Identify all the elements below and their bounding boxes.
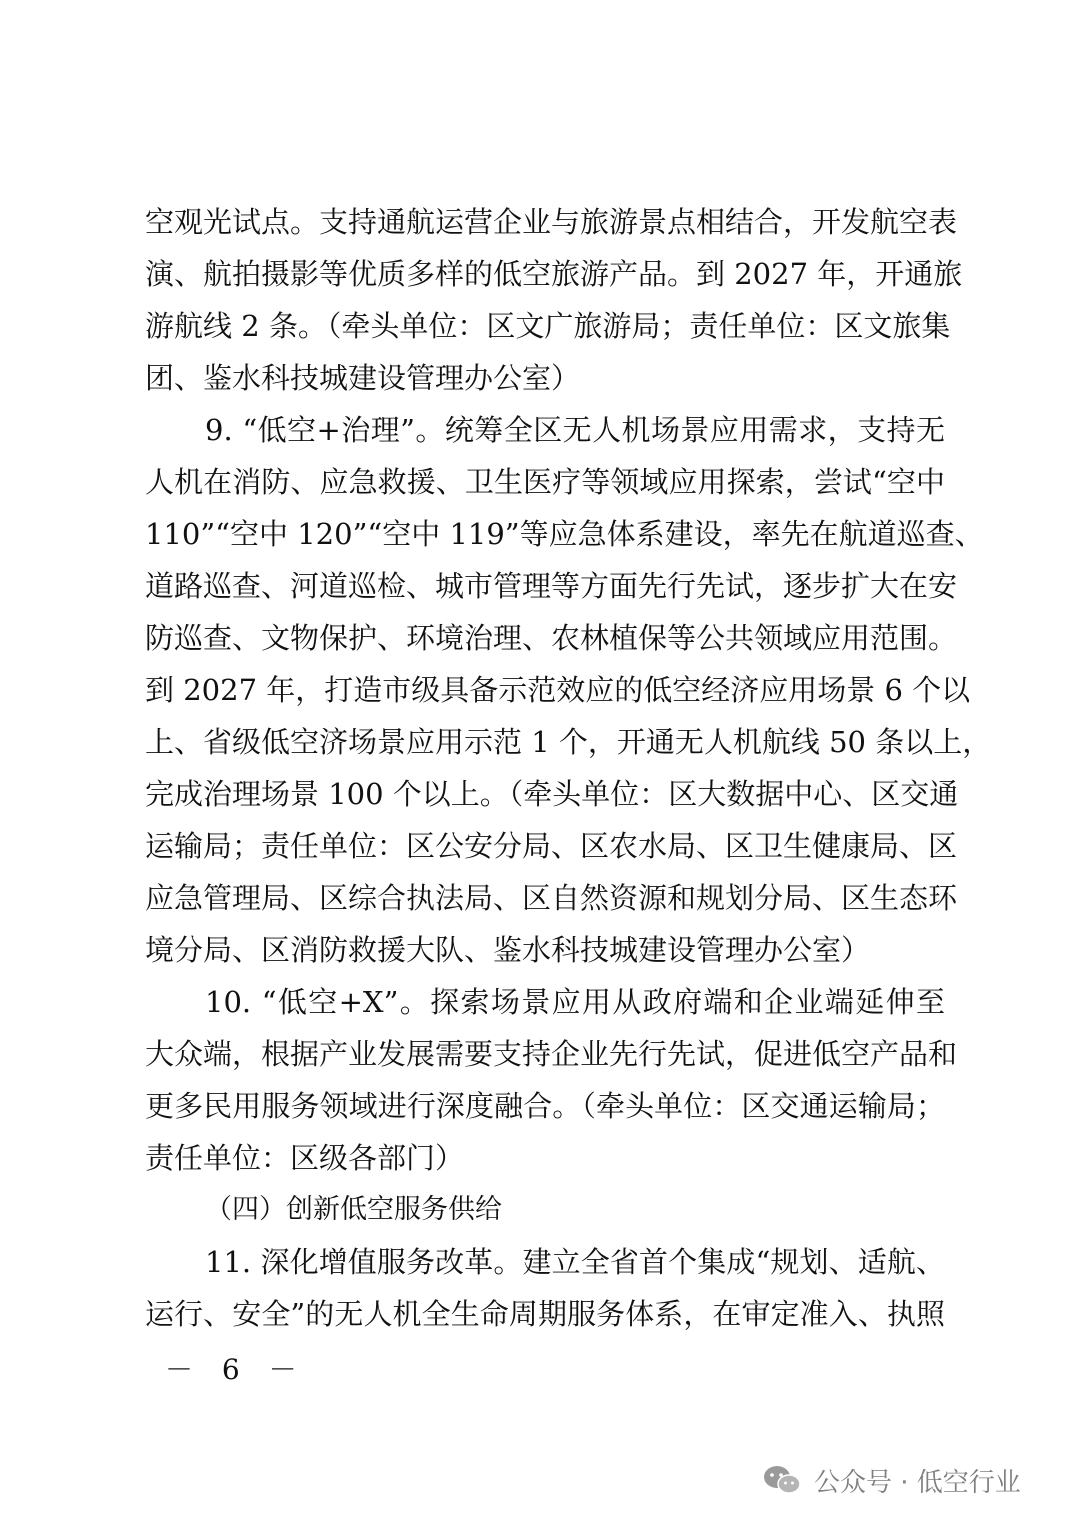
wechat-icon xyxy=(762,1464,802,1496)
text-line: 运输局；责任单位：区公安分局、区农水局、区卫生健康局、区 xyxy=(145,829,958,863)
text-line: 人机在消防、应急救援、卫生医疗等领域应用探索，尝试“空中 xyxy=(145,465,945,499)
text-line: 责任单位：区级各部门） xyxy=(145,1141,465,1175)
page-number: － 6 － xyxy=(165,1353,307,1386)
text-line: 运行、安全”的无人机全生命周期服务体系，在审定准入、执照 xyxy=(145,1297,945,1331)
text-line: 游航线 2 条。（牵头单位：区文广旅游局；责任单位：区文旅集 xyxy=(145,309,951,343)
watermark xyxy=(762,1462,1021,1498)
text-line: 应急管理局、区综合执法局、区自然资源和规划分局、区生态环 xyxy=(145,881,958,915)
text-line: 防巡查、文物保护、环境治理、农林植保等公共领域应用范围。 xyxy=(145,621,958,655)
text-line: 更多民用服务领域进行深度融合。（牵头单位：区交通运输局； xyxy=(145,1089,945,1123)
text-line: 境分局、区消防救援大队、鉴水科技城建设管理办公室） xyxy=(145,933,871,967)
text-line: 完成治理场景 100 个以上。（牵头单位：区大数据中心、区交通 xyxy=(145,777,959,811)
watermark-text: 公众号 · 低空行业 xyxy=(814,1467,1021,1498)
text-line: 到 2027 年，打造市级具备示范效应的低空经济应用场景 6 个以 xyxy=(145,673,971,707)
text-line: 上、省级低空济场景应用示范 1 个，开通无人机航线 50 条以上， xyxy=(145,725,992,759)
item-10-title-line: 10. “低空+X”。探索场景应用从政府端和企业端延伸至 xyxy=(205,985,945,1019)
text-line: 空观光试点。支持通航运营企业与旅游景点相结合，开发航空表 xyxy=(145,205,958,239)
item-9-title-line: 9. “低空+治理”。统筹全区无人机场景应用需求，支持无 xyxy=(205,413,945,447)
item-11-title-line: 11. 深化增值服务改革。建立全省首个集成“规划、适航、 xyxy=(205,1245,945,1279)
section-heading: （四）创新低空服务供给 xyxy=(205,1194,502,1225)
text-line: 演、航拍摄影等优质多样的低空旅游产品。到 2027 年，开通旅 xyxy=(145,257,963,291)
text-line: 110”“空中 120”“空中 119”等应急体系建设，率先在航道巡查、 xyxy=(145,517,984,551)
text-line: 大众端，根据产业发展需要支持企业先行先试，促进低空产品和 xyxy=(145,1037,958,1071)
text-line: 团、鉴水科技城建设管理办公室） xyxy=(145,361,581,395)
text-line: 道路巡查、河道巡检、城市管理等方面先行先试，逐步扩大在安 xyxy=(145,569,958,603)
